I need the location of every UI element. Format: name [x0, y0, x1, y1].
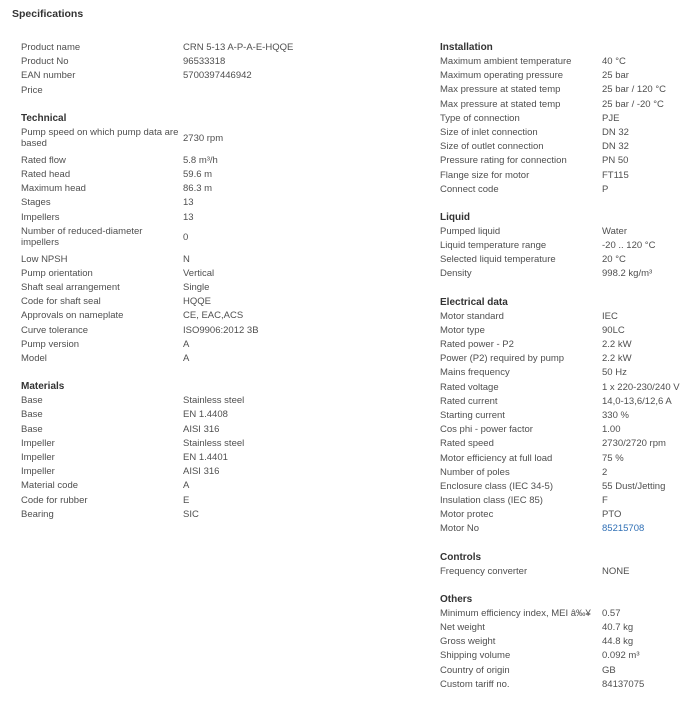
section-title: Controls: [440, 551, 482, 563]
spec-row: [21, 196, 401, 210]
section-technical: [21, 112, 401, 366]
spec-row: [21, 394, 401, 408]
spec-label: Number of poles: [440, 466, 510, 478]
spec-value: 25 bar: [602, 70, 629, 82]
spec-label: Rated current: [440, 395, 498, 407]
spec-row: [440, 508, 695, 522]
section-title: Materials: [21, 381, 65, 393]
spec-row: [21, 182, 401, 196]
spec-value: PTO: [602, 509, 622, 521]
spec-row: [21, 55, 401, 69]
spec-value: CE, EAC,ACS: [183, 310, 244, 322]
spec-value: A: [183, 338, 190, 350]
spec-value: 86.3 m: [183, 183, 213, 195]
spec-value: P: [602, 183, 609, 195]
section-general: [21, 41, 401, 98]
spec-label: EAN number: [21, 70, 76, 82]
spec-label: Max pressure at stated temp: [440, 98, 561, 110]
spec-label: Low NPSH: [21, 253, 68, 265]
spec-value: Stainless steel: [183, 395, 245, 407]
spec-row: [21, 352, 401, 366]
section-title: Others: [440, 593, 473, 605]
spec-label: Base: [21, 423, 43, 435]
spec-label: Custom tariff no.: [440, 678, 510, 690]
spec-label: Rated flow: [21, 154, 66, 166]
spec-row: [440, 621, 695, 635]
spec-value: 5700397446942: [183, 70, 252, 82]
spec-row: [21, 126, 401, 154]
spec-value: 50 Hz: [602, 367, 627, 379]
spec-value: -20 .. 120 °C: [602, 240, 656, 252]
motor-number-link[interactable]: 85215708: [602, 523, 645, 535]
spec-label: Bearing: [21, 508, 54, 520]
spec-label: Approvals on nameplate: [21, 310, 124, 322]
spec-row: [440, 678, 695, 692]
spec-value: 13: [183, 211, 194, 223]
spec-label: Cos phi - power factor: [440, 424, 533, 436]
spec-value: N: [183, 253, 190, 265]
spec-label: Motor efficiency at full load: [440, 452, 553, 464]
spec-label: Flange size for motor: [440, 169, 530, 181]
spec-row: [440, 169, 695, 183]
spec-label: Impeller: [21, 437, 55, 449]
section-electrical: [440, 296, 695, 537]
spec-row: [440, 423, 695, 437]
spec-value: 14,0-13,6/12,6 A: [602, 395, 672, 407]
spec-label: Rated power - P2: [440, 339, 514, 350]
spec-row: [440, 565, 695, 579]
spec-value: 1 x 220-230/240 V: [602, 381, 680, 393]
spec-row: [440, 267, 695, 281]
spec-row: [440, 126, 695, 140]
spec-value: HQQE: [183, 296, 211, 308]
spec-row: [440, 225, 695, 239]
spec-row: [440, 381, 695, 395]
spec-value: E: [183, 494, 190, 506]
spec-row: [440, 154, 695, 168]
spec-value: GB: [602, 664, 616, 676]
spec-row: [440, 437, 695, 451]
spec-value: 84137075: [602, 678, 645, 690]
spec-row: [440, 607, 695, 621]
section-title: Technical: [21, 112, 67, 124]
spec-label: Impeller: [21, 451, 55, 463]
spec-row: [21, 423, 401, 437]
spec-label: Base: [21, 395, 43, 407]
spec-label: Minimum efficiency index, MEI â‰¥: [440, 607, 591, 619]
spec-value: AISI 316: [183, 466, 220, 478]
spec-value: 40 °C: [602, 56, 626, 67]
spec-label: Number of reduced-diameter impellers: [21, 225, 143, 248]
section-title: Liquid: [440, 211, 470, 223]
spec-row: [440, 183, 695, 197]
spec-value: 44.8 kg: [602, 636, 634, 648]
spec-label: Shipping volume: [440, 650, 511, 662]
spec-row: [21, 437, 401, 451]
spec-value: A: [183, 480, 190, 492]
spec-row: [21, 309, 401, 323]
section-title: Electrical data: [440, 296, 508, 308]
spec-label: Impellers: [21, 211, 60, 223]
spec-label: Rated voltage: [440, 381, 499, 393]
spec-value: 96533318: [183, 56, 226, 68]
spec-row: [21, 479, 401, 493]
spec-value: EN 1.4408: [183, 409, 228, 421]
spec-value: PJE: [602, 112, 620, 124]
spec-row: [440, 112, 695, 126]
spec-row: [21, 84, 401, 98]
spec-value: FT115: [602, 169, 629, 181]
spec-row: [21, 168, 401, 182]
spec-value: 5.8 m³/h: [183, 154, 218, 166]
spec-label: Rated head: [21, 168, 71, 180]
spec-label: Code for rubber: [21, 494, 88, 506]
spec-value: EN 1.4401: [183, 451, 228, 463]
spec-value: 0.57: [602, 607, 621, 619]
spec-label: Motor standard: [440, 310, 504, 322]
spec-label: Maximum ambient temperature: [440, 56, 572, 67]
spec-value: 2.2 kW: [602, 353, 632, 365]
spec-value: Water: [602, 225, 627, 237]
spec-row: [21, 154, 401, 168]
spec-label: Curve tolerance: [21, 324, 89, 336]
spec-label: Size of inlet connection: [440, 126, 538, 138]
spec-label: Impeller: [21, 466, 55, 478]
spec-row: [21, 324, 401, 338]
spec-row: [21, 253, 401, 267]
spec-value: 75 %: [602, 452, 624, 464]
spec-value: 55 Dust/Jetting: [602, 480, 666, 492]
spec-row: [21, 465, 401, 479]
spec-value: NONE: [602, 565, 630, 577]
spec-row: [440, 480, 695, 494]
spec-row: [21, 408, 401, 422]
spec-row: [21, 41, 401, 55]
spec-label: Rated speed: [440, 438, 494, 450]
spec-value: 0.092 m³: [602, 650, 640, 662]
spec-value: CRN 5-13 A-P-A-E-HQQE: [183, 42, 294, 53]
spec-row: [21, 211, 401, 225]
spec-row: [440, 324, 695, 338]
spec-label: Mains frequency: [440, 367, 510, 379]
spec-label: Motor No: [440, 523, 480, 535]
spec-value: 90LC: [602, 324, 625, 336]
spec-value: 40.7 kg: [602, 622, 634, 633]
spec-value: Vertical: [183, 267, 215, 279]
spec-value: 59.6 m: [183, 168, 213, 180]
spec-value: ISO9906:2012 3B: [183, 324, 259, 336]
section-liquid: [440, 211, 695, 282]
spec-value: 0: [183, 231, 189, 243]
spec-row: [21, 267, 401, 281]
spec-label: Net weight: [440, 622, 485, 633]
spec-row: [440, 522, 695, 536]
spec-row: [21, 225, 401, 253]
spec-label: Product name: [21, 42, 81, 53]
spec-label: Gross weight: [440, 636, 496, 648]
spec-row: [21, 295, 401, 309]
spec-row: [21, 338, 401, 352]
spec-row: [440, 55, 695, 69]
spec-label: Product No: [21, 56, 69, 68]
spec-row: [440, 649, 695, 663]
spec-row: [440, 352, 695, 366]
spec-label: Pump version: [21, 338, 80, 350]
spec-value: AISI 316: [183, 423, 220, 435]
spec-value: 2: [602, 466, 608, 478]
spec-label: Pump orientation: [21, 267, 93, 279]
spec-row: [440, 83, 695, 97]
spec-label: Pump speed on which pump data are based: [21, 126, 179, 149]
spec-value: PN 50: [602, 155, 629, 167]
spec-value: 2730 rpm: [183, 132, 224, 144]
spec-row: [440, 69, 695, 83]
spec-label: Density: [440, 268, 472, 280]
spec-label: Insulation class (IEC 85): [440, 495, 543, 507]
spec-value: Single: [183, 282, 210, 294]
spec-value: 25 bar / 120 °C: [602, 84, 667, 96]
spec-row: [440, 494, 695, 508]
spec-value: 13: [183, 197, 194, 209]
section-controls: [440, 551, 695, 579]
spec-value: 2730/2720 rpm: [602, 438, 666, 450]
spec-label: Frequency converter: [440, 565, 528, 577]
spec-label: Pumped liquid: [440, 225, 501, 237]
spec-value: 2.2 kW: [602, 339, 632, 350]
spec-label: Max pressure at stated temp: [440, 84, 561, 96]
spec-row: [21, 508, 401, 522]
spec-label: Maximum head: [21, 183, 86, 195]
spec-value: DN 32: [602, 126, 629, 138]
spec-value: IEC: [602, 310, 618, 322]
spec-label: Maximum operating pressure: [440, 70, 564, 82]
left-column: [21, 41, 401, 536]
section-installation: [440, 41, 695, 197]
right-column: [440, 41, 695, 706]
spec-value: 1.00: [602, 424, 621, 436]
spec-row: [21, 281, 401, 295]
spec-value: F: [602, 495, 608, 507]
page-title: Specifications: [12, 8, 84, 20]
spec-label: Starting current: [440, 409, 505, 421]
section-title: Installation: [440, 42, 493, 53]
spec-label: Power (P2) required by pump: [440, 353, 565, 365]
spec-row: [440, 140, 695, 154]
spec-label: Liquid temperature range: [440, 240, 547, 252]
spec-label: Model: [21, 353, 47, 364]
spec-label: Enclosure class (IEC 34-5): [440, 480, 553, 492]
spec-label: Shaft seal arrangement: [21, 282, 120, 294]
spec-label: Base: [21, 409, 43, 421]
spec-value: 25 bar / -20 °C: [602, 98, 664, 110]
spec-row: [440, 664, 695, 678]
section-others: [440, 593, 695, 692]
spec-label: Country of origin: [440, 664, 510, 676]
spec-row: [440, 310, 695, 324]
spec-value: 330 %: [602, 409, 629, 421]
spec-label: Code for shaft seal: [21, 296, 101, 308]
spec-label: Connect code: [440, 183, 499, 195]
spec-value: DN 32: [602, 141, 629, 153]
spec-row: [440, 452, 695, 466]
spec-row: [21, 494, 401, 508]
spec-label: Stages: [21, 197, 51, 209]
spec-label: Material code: [21, 480, 79, 492]
spec-label: Motor type: [440, 324, 485, 336]
spec-row: [440, 466, 695, 480]
spec-row: [440, 98, 695, 112]
spec-row: [440, 409, 695, 423]
spec-value: Stainless steel: [183, 437, 245, 449]
spec-value: 998.2 kg/m³: [602, 268, 653, 280]
spec-row: [440, 239, 695, 253]
spec-row: [440, 635, 695, 649]
spec-value: 20 °C: [602, 254, 626, 266]
spec-row: [440, 366, 695, 380]
spec-row: [440, 395, 695, 409]
spec-label: Size of outlet connection: [440, 141, 544, 153]
spec-label: Price: [21, 84, 43, 96]
spec-row: [21, 69, 401, 83]
spec-value: A: [183, 353, 190, 364]
spec-label: Pressure rating for connection: [440, 155, 567, 167]
spec-value: SIC: [183, 508, 199, 520]
section-materials: [21, 380, 401, 522]
spec-row: [440, 338, 695, 352]
spec-row: [440, 253, 695, 267]
spec-label: Motor protec: [440, 509, 494, 521]
spec-label: Type of connection: [440, 112, 520, 124]
spec-row: [21, 451, 401, 465]
spec-label: Selected liquid temperature: [440, 254, 556, 266]
